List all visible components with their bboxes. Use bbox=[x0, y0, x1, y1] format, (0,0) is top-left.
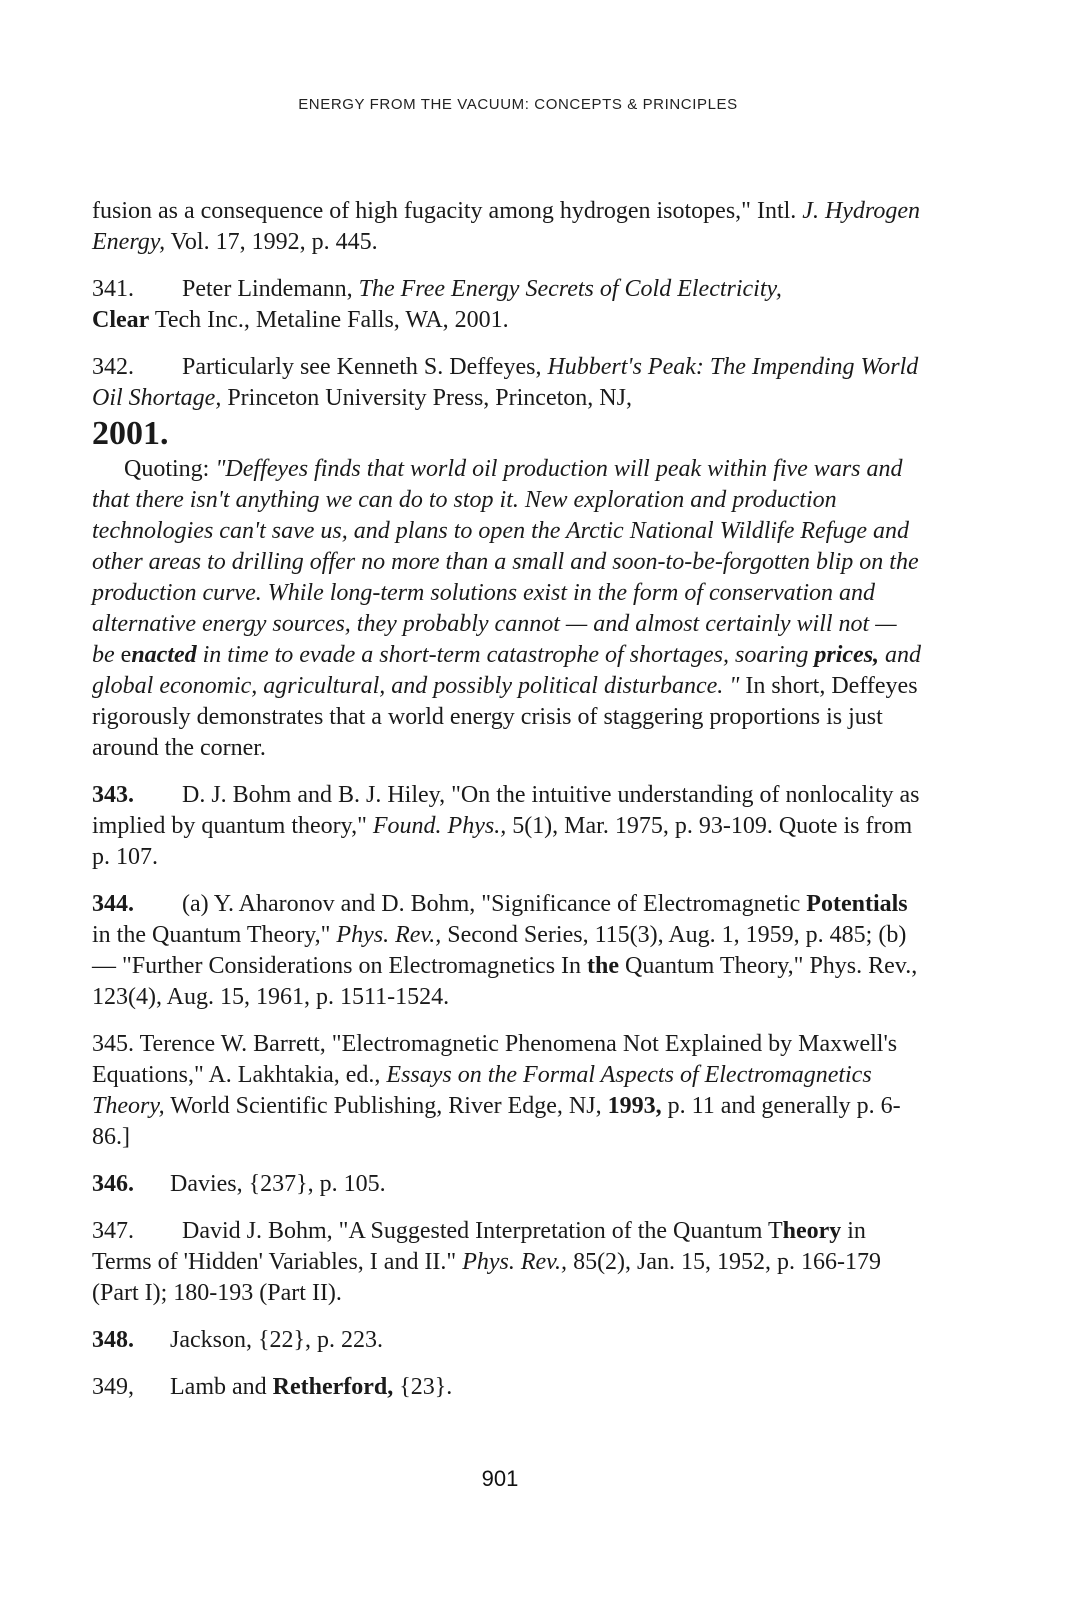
reference-341: 341. Peter Lindemann, The Free Energy Secrets of Cold Electricity, Clear Tech Inc., Metaline Falls, WA, 2001. bbox=[92, 276, 782, 333]
running-header: ENERGY FROM THE VACUUM: CONCEPTS & PRINCIPLES bbox=[298, 96, 738, 113]
reference-342-quote: Quoting: "Deffeyes finds that world oil production will peak within five wars and that there isn't anything we can do to stop it. New exploration and production technologies can't save us, and plans to open the Arctic National Wildlife Refuge and other areas to drilling offer no more than a small and soon-to-be-forgotten blip on the production curve. While long-term solutions exist in the form of conservation and alternative energy sources, they probably cannot — and almost certainly will not — be enacted in time to evade a short-term catastrophe of shortages, soaring prices, and global economic, agricultural, and possibly political disturbance. " In short, Deffeyes rigorously demonstrates that a world energy crisis of staggering proportions is just around the corner. bbox=[92, 456, 922, 761]
reference-342-year: 2001. bbox=[92, 415, 169, 452]
reference-345: 345. Terence W. Barrett, "Electromagnetic Phenomena Not Explained by Maxwell's Equations," A. Lakhtakia, ed., Essays on the Formal Aspects of Electromagnetics Theory, World Scientific Publishing, River Edge, NJ, 1993, p. 11 and generally p. 6-86.] bbox=[92, 1031, 901, 1150]
page-number: 901 bbox=[481, 1466, 519, 1491]
references-list bbox=[92, 196, 922, 1403]
reference-346: 346. Davies, {237}, p. 105. bbox=[92, 1171, 386, 1197]
reference-348: 348. Jackson, {22}, p. 223. bbox=[92, 1327, 384, 1353]
reference-343: 343. D. J. Bohm and B. J. Hiley, "On the intuitive understanding of nonlocality as implied by quantum theory," Found. Phys., 5(1), Mar. 1975, p. 93-109. Quote is from p. 107. bbox=[92, 782, 920, 870]
reference-344: 344. (a) Y. Aharonov and D. Bohm, "Significance of Electromagnetic Potentials in the Quantum Theory," Phys. Rev., Second Series, 115(3), Aug. 1, 1959, p. 485; (b) — "Further Considerations on Electromagnetics In the Quantum Theory," Phys. Rev., 123(4), Aug. 15, 1961, p. 1511-1524. bbox=[92, 891, 918, 1010]
reference-349: 349, Lamb and Retherford, {23}. bbox=[92, 1374, 453, 1400]
reference-340-continued: fusion as a consequence of high fugacity among hydrogen isotopes," Intl. J. Hydrogen Energy, Vol. 17, 1992, p. 445. bbox=[92, 198, 921, 255]
reference-342: 342. Particularly see Kenneth S. Deffeyes, Hubbert's Peak: The Impending World Oil Shortage, Princeton University Press, Princeton, NJ, 2001. bbox=[92, 352, 922, 454]
reference-347: 347. David J. Bohm, "A Suggested Interpretation of the Quantum Theory in Terms of 'Hidden' Variables, I and II." Phys. Rev., 85(2), Jan. 15, 1952, p. 166-179 (Part I); 180-193 (Part II). bbox=[92, 1218, 882, 1306]
